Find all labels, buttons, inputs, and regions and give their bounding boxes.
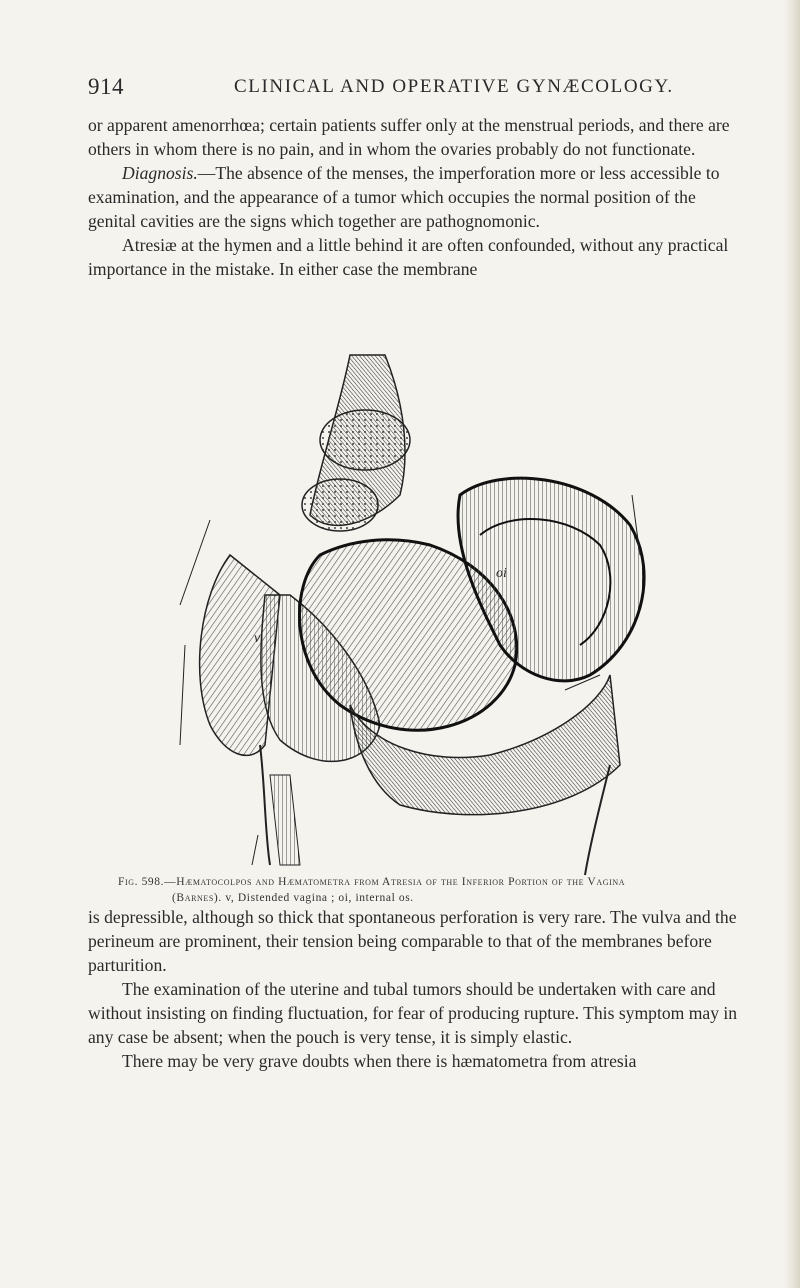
anatomical-illustration — [170, 345, 660, 885]
diagnosis-heading: Diagnosis. — [122, 163, 198, 183]
paragraph-depressible: is depressible, although so thick that spontaneous perforation is very rare. The vulva and the perineum are prominent, their tension being comparable to that of the membranes before parturition. — [88, 907, 737, 975]
caption-source: (Barnes). — [172, 892, 222, 904]
paragraph-amenorrhoea: or apparent amenorrhœa; certain patients suffer only at the menstrual periods, and there are others in whom there is no pain, and in whom the ovaries probably do not functionate. — [88, 115, 730, 159]
paragraph-atresia: Atresiæ at the hymen and a little behind it are often confounded, without any practical importance in the mistake. In either case the membrane — [88, 235, 729, 279]
paragraph-diagnosis — [88, 161, 748, 233]
caption-legend: v, Distended vagina ; oi, internal os. — [221, 892, 414, 904]
running-head: CLINICAL AND OPERATIVE GYNÆCOLOGY. — [234, 76, 674, 97]
caption-line-2 — [118, 890, 738, 906]
figure-label-oi: oi — [496, 566, 507, 581]
diagnosis-text: —The absence of the menses, the imperforation more or less accessible to examination, and the appearance of a tumor which occupies the normal position of the genital cavities are the signs which together are pathognomonic. — [88, 163, 720, 231]
caption-title: —Hæmatocolpos and Hæmatometra from Atresia of the Inferior Portion of the Vagina — [164, 876, 626, 888]
paragraph-examination: The examination of the uterine and tubal tumors should be undertaken with care and without insisting on finding fluctuation, for fear of producing rupture. This symptom may in any case be absent; when the pouch is very tense, it is simply elastic. — [88, 979, 738, 1047]
figure-label-v: v — [254, 631, 261, 646]
page-header — [88, 74, 728, 104]
figure-caption — [118, 874, 738, 906]
bottom-text-block — [88, 905, 748, 1073]
top-text-block — [88, 113, 748, 281]
page-number: 914 — [88, 74, 124, 99]
page-edge-shadow — [784, 0, 800, 1288]
caption-figure-number: Fig. 598. — [118, 876, 165, 888]
paragraph-doubts: There may be very grave doubts when there is hæmatometra from atresia — [122, 1051, 637, 1071]
